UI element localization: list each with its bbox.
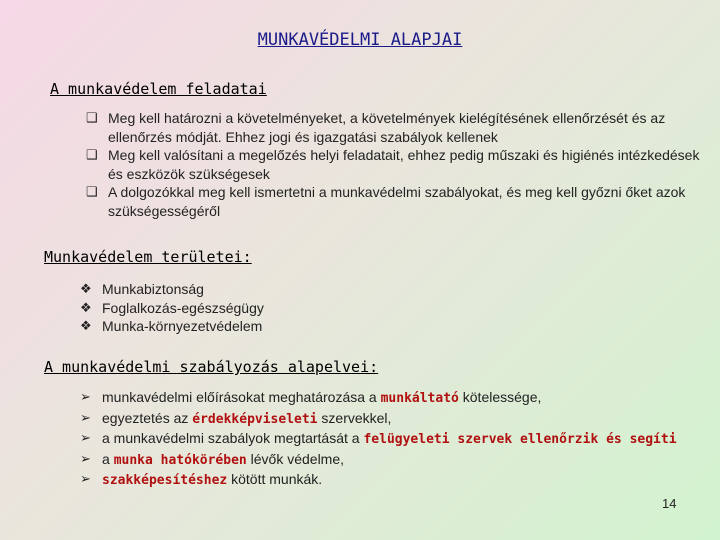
list-item: ❖ Foglalkozás-egészségügy — [80, 299, 264, 316]
arrow-bullet-icon: ➢ — [80, 389, 91, 404]
section3-list — [76, 388, 716, 491]
arrow-bullet-icon: ➢ — [80, 430, 91, 445]
list-item: ❑ A dolgozókkal meg kell ismertetni a munkavédelmi szabályokat, és meg kell győzni őket azok szükségességéről — [86, 184, 686, 219]
diamond-bullet-icon: ❖ — [80, 281, 92, 296]
checkbox-bullet-icon: ❑ — [86, 110, 98, 125]
list-item: ➢ egyeztetés az érdekképviseleti szervekkel, — [80, 409, 392, 427]
list-item: ➢ a munkavédelmi szabályok megtartását a felügyeleti szervek ellenőrzik és segíti — [80, 430, 677, 447]
section2-heading: Munkavédelem területei: — [44, 248, 252, 266]
list-item: ❖ Munkabiztonság — [80, 281, 204, 297]
page-number: 14 — [662, 496, 677, 511]
section2-list — [76, 280, 476, 336]
arrow-bullet-icon: ➢ — [80, 409, 91, 425]
list-item: ❑ Meg kell határozni a követelményeket, a követelmények kielégítésének ellenőrzését és az ellenőrzés módját. Ehhez jogi és igazgatási szabályok kellenek — [86, 110, 666, 145]
checkbox-bullet-icon: ❑ — [86, 147, 98, 162]
list-item: ❑ Meg kell valósítani a megelőzés helyi feladatait, ehhez pedig műszaki és higiénés intézkedések és eszközök szükségesek — [86, 147, 700, 182]
list-item: ➢ a munka hatókörében lévők védelme, — [80, 450, 345, 468]
list-item: ➢ munkavédelmi előírásokat meghatározása a munkáltató kötelessége, — [80, 389, 542, 406]
section1-list — [82, 109, 702, 220]
arrow-bullet-icon: ➢ — [80, 450, 91, 466]
arrow-bullet-icon: ➢ — [80, 471, 91, 486]
section1-heading: A munkavédelem feladatai — [50, 80, 267, 98]
diamond-bullet-icon: ❖ — [80, 299, 92, 315]
list-item: ❖ Munka-környezetvédelem — [80, 318, 263, 334]
checkbox-bullet-icon: ❑ — [86, 184, 98, 199]
slide-title: MUNKAVÉDELMI ALAPJAI — [257, 30, 463, 50]
section3-heading: A munkavédelmi szabályozás alapelvei: — [44, 358, 379, 376]
list-item: ➢ szakképesítéshez kötött munkák. — [80, 471, 323, 488]
diamond-bullet-icon: ❖ — [80, 318, 92, 333]
